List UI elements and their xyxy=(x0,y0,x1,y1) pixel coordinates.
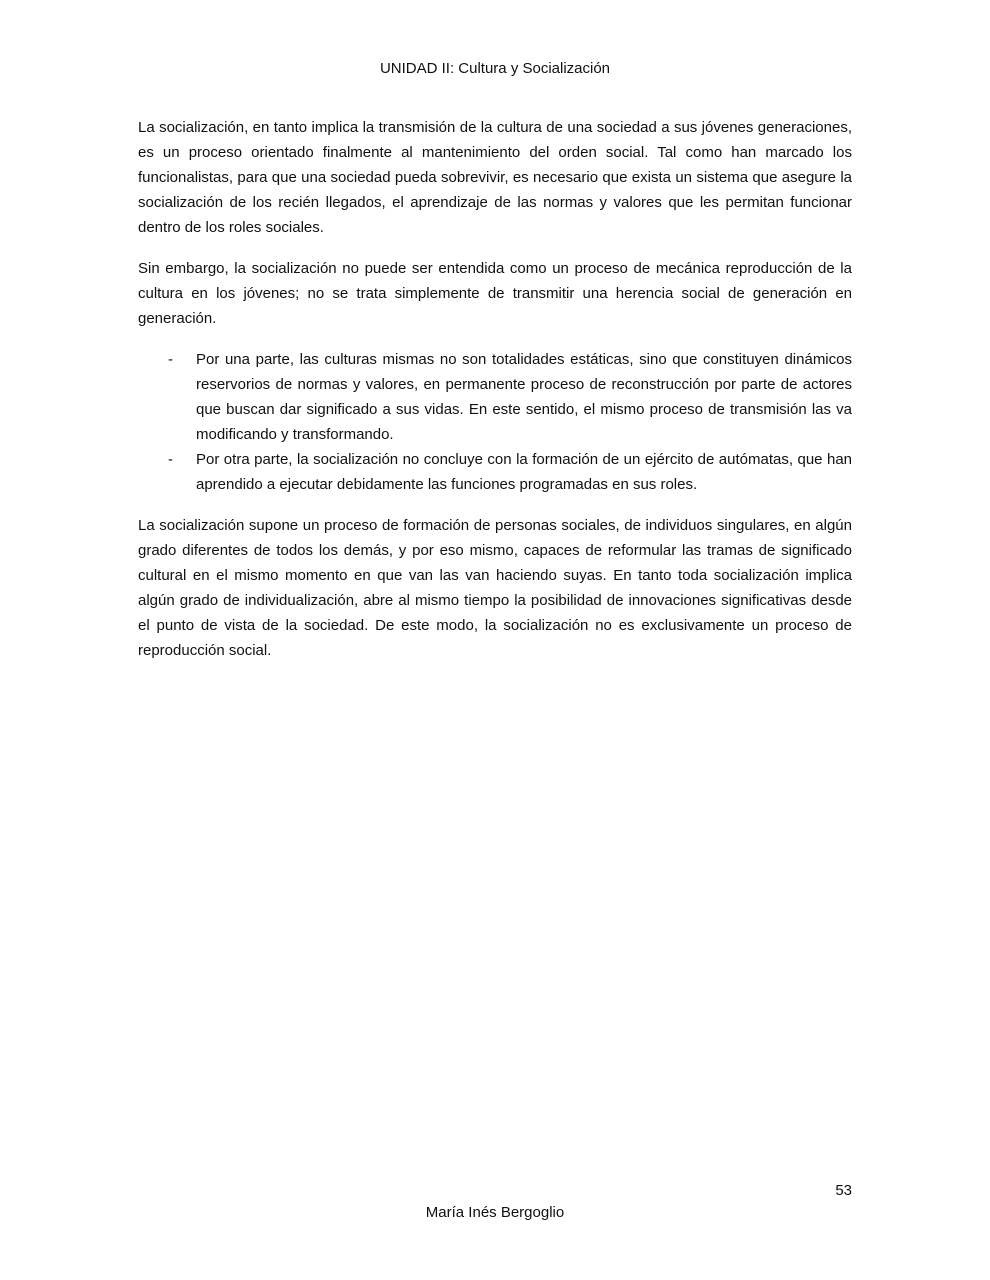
list-item xyxy=(138,447,852,497)
main-content xyxy=(138,115,852,679)
page-footer-author: María Inés Bergoglio xyxy=(425,1204,565,1221)
page-header: UNIDAD II: Cultura y Socialización xyxy=(379,60,611,77)
bullet-marker: - xyxy=(168,451,173,468)
paragraph-3: La socialización supone un proceso de formación de personas sociales, de individuos singulares, en algún grado diferentes de todos los demás, y por eso mismo, capaces de reformular las tramas de significado cultural en el mismo momento en que van las van haciendo suyas. En tanto toda socialización implica algún grado de individualización, abre al mismo tiempo la posibilidad de innovaciones significativas desde el punto de vista de la sociedad. De este modo, la socialización no es exclusivamente un proceso de reproducción social. xyxy=(138,517,852,659)
page-number: 53 xyxy=(835,1182,852,1199)
paragraph-1: La socialización, en tanto implica la transmisión de la cultura de una sociedad a sus jóvenes generaciones, es un proceso orientado finalmente al mantenimiento del orden social. Tal como han marcado los funcionalistas, para que una sociedad pueda sobrevivir, es necesario que exista un sistema que asegure la socialización de los recién llegados, el aprendizaje de las normas y valores que les permitan funcionar dentro de los roles sociales. xyxy=(138,119,852,236)
bullet-text: Por una parte, las culturas mismas no son totalidades estáticas, sino que constituyen dinámicos reservorios de normas y valores, en permanente proceso de reconstrucción por parte de actores que buscan dar significado a sus vidas. En este sentido, el mismo proceso de transmisión las va modificando y transformando. xyxy=(196,351,852,443)
bullet-text: Por otra parte, la socialización no concluye con la formación de un ejército de autómatas, que han aprendido a ejecutar debidamente las funciones programadas en sus roles. xyxy=(196,451,852,493)
bullet-list xyxy=(138,347,852,497)
paragraph-2: Sin embargo, la socialización no puede ser entendida como un proceso de mecánica reproducción de la cultura en los jóvenes; no se trata simplemente de transmitir una herencia social de generación en generación. xyxy=(138,260,852,327)
bullet-marker: - xyxy=(168,351,173,368)
list-item xyxy=(138,347,852,447)
